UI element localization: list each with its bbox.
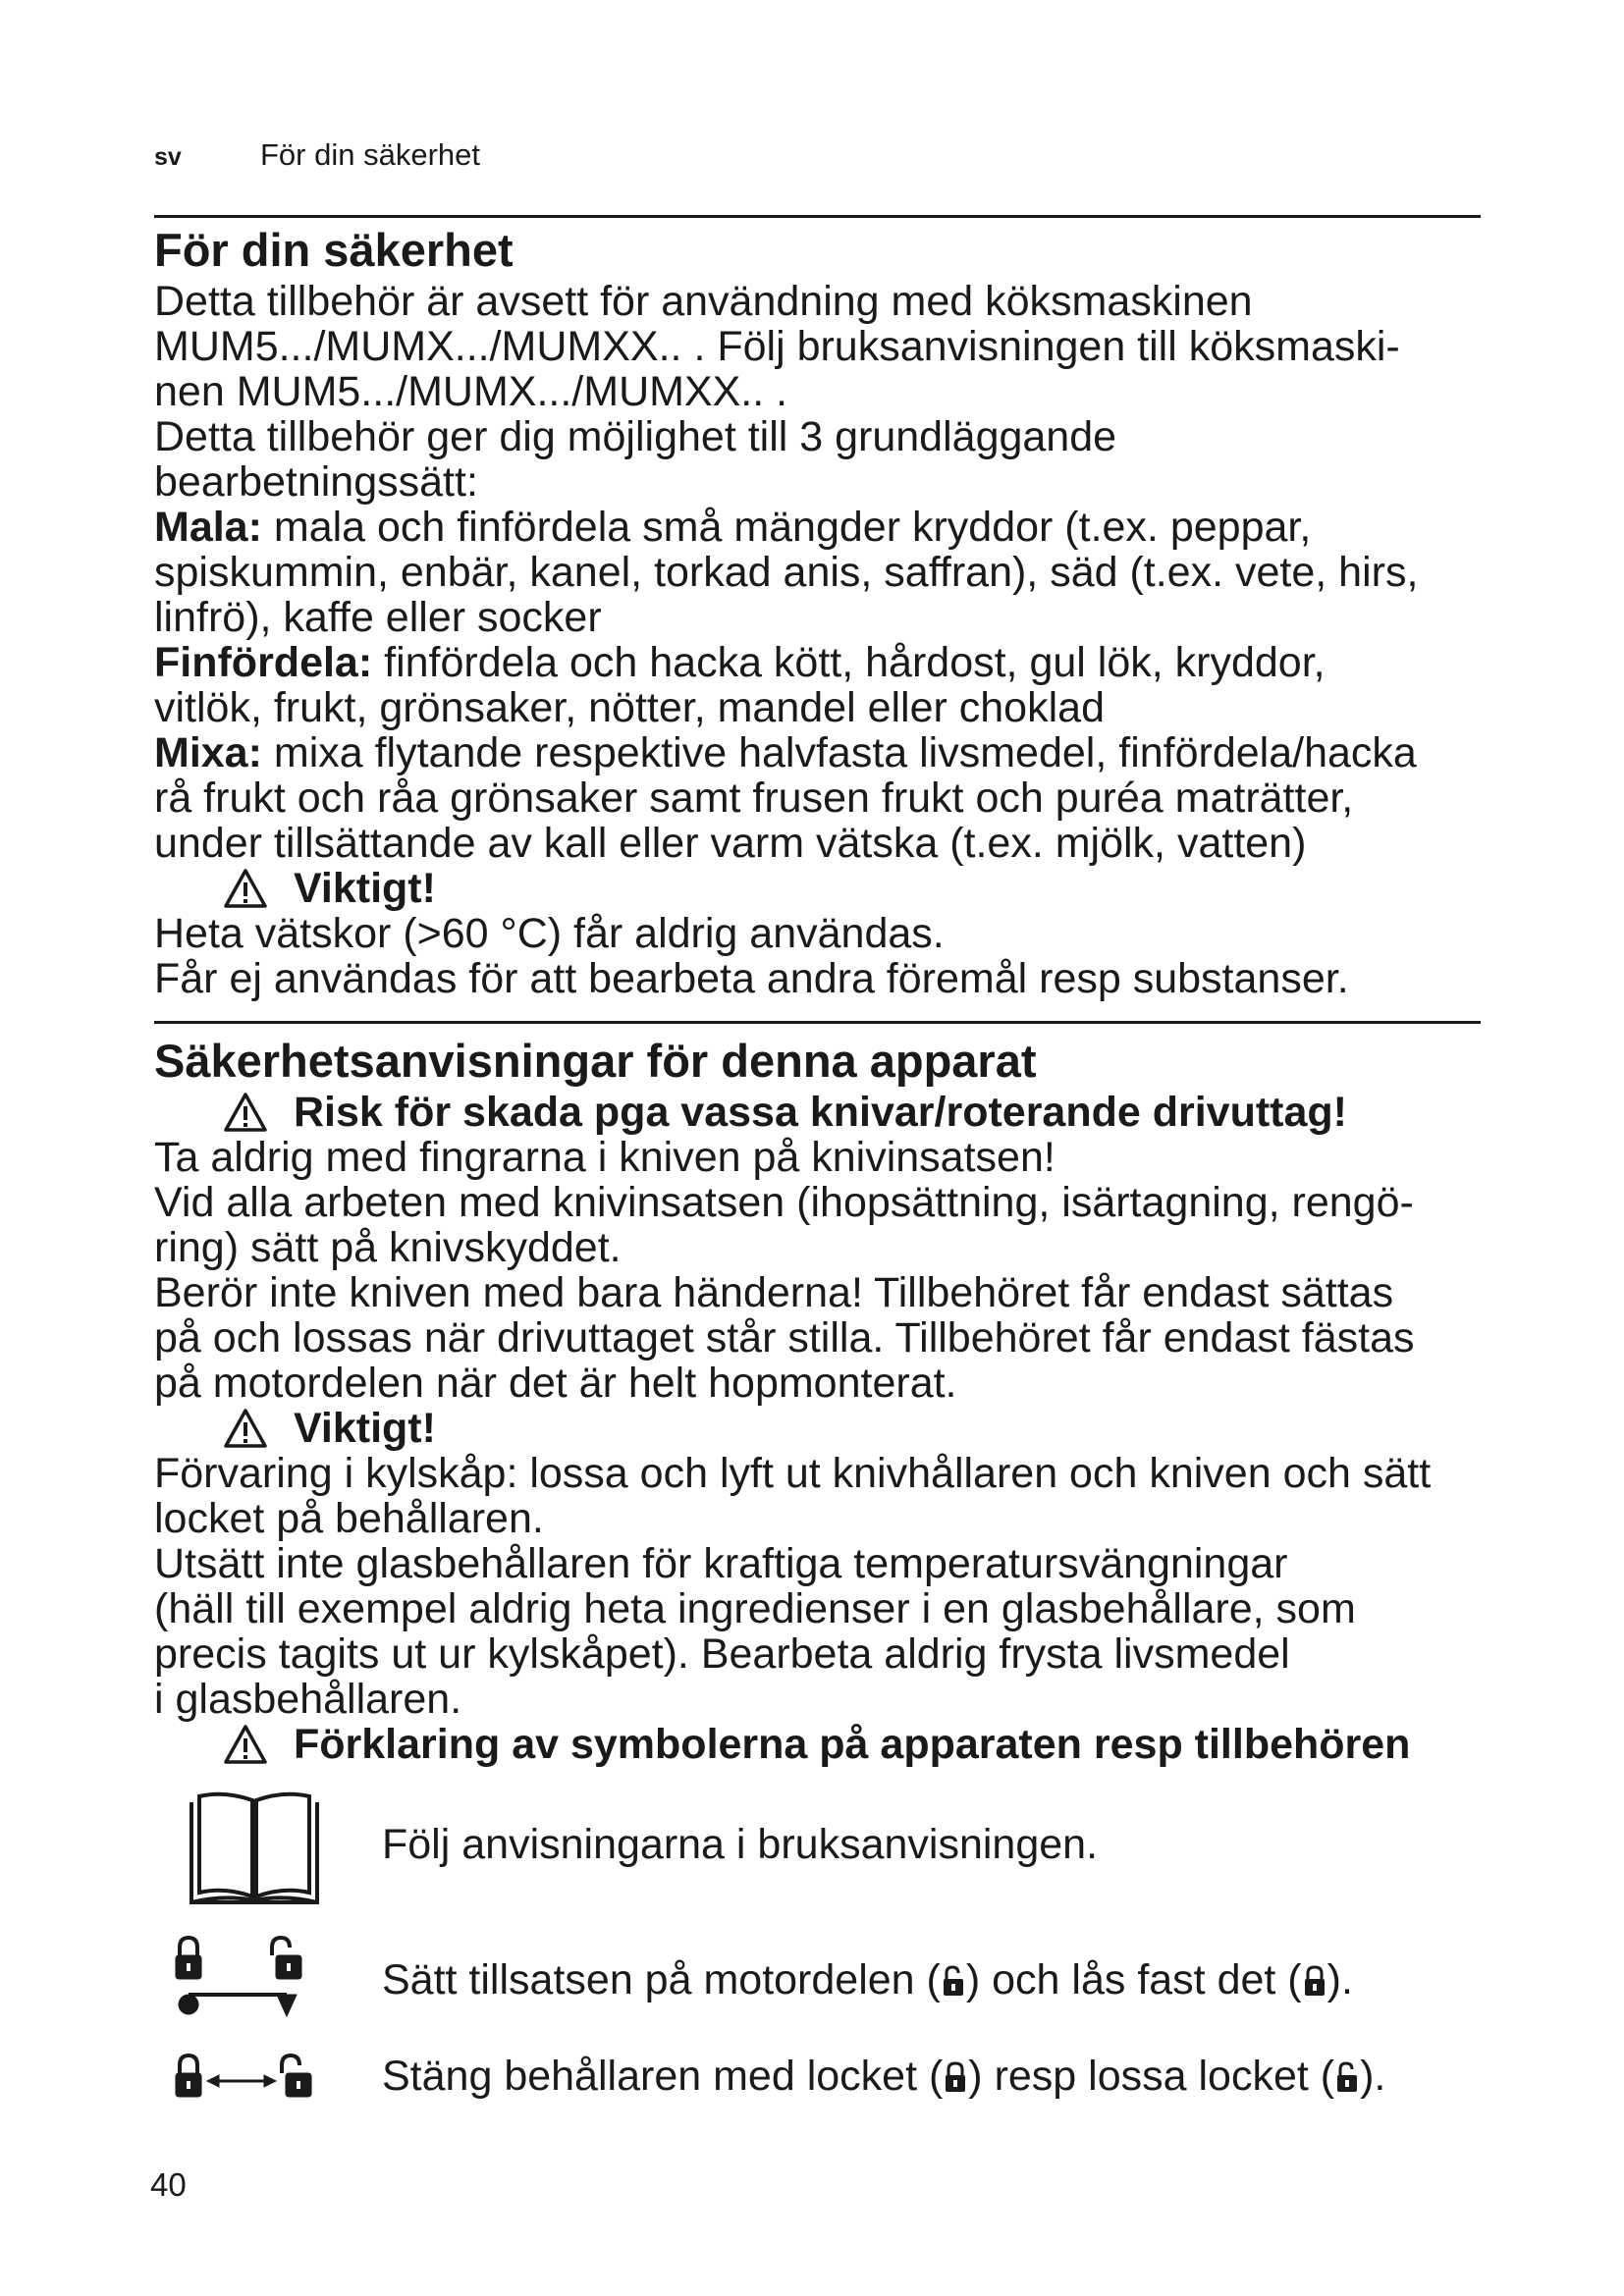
section-title: Säkerhetsanvisningar för denna apparat (154, 1035, 1037, 1087)
warning-label: Risk för skada pga vassa knivar/roterande drivuttag! (294, 1089, 1348, 1136)
text-line: mixa flytande respektive halvfasta livsmedel, finfördela/hacka (261, 729, 1417, 776)
book-icon (186, 1789, 323, 1906)
running-header (154, 137, 480, 177)
text-line: Detta tillbehör är avsett för användning med köksmaskinen (154, 278, 1253, 325)
warning-triangle-icon (223, 1092, 268, 1133)
text-line: MUM5.../MUMX.../MUMXX.. . Följ bruksanvisningen till köksmaski- (154, 323, 1400, 370)
text-line: spiskummin, enbär, kanel, torkad anis, saffran), säd (t.ex. vete, hirs, (154, 549, 1419, 596)
mode-grind (154, 505, 1489, 640)
lock-closed-icon (1302, 1964, 1327, 1998)
text-line: Utsätt inte glasbehållaren för kraftiga temperatursvängningar (154, 1540, 1288, 1587)
lock-open-icon (941, 1964, 966, 1998)
warning-risk (223, 1090, 1489, 1135)
text-line: under tillsättande av kall eller varm vätska (t.ex. mjölk, vatten) (154, 820, 1307, 867)
section-divider (154, 215, 1481, 218)
warning-important (223, 1406, 1489, 1451)
warning-triangle-icon (223, 1724, 268, 1765)
text-line: bearbetningssätt: (154, 458, 478, 506)
text-line: nen MUM5.../MUMX.../MUMXX.. . (154, 368, 788, 415)
warning-label: Viktigt! (294, 1405, 436, 1452)
text-line: Förvaring i kylskåp: lossa och lyft ut knivhållaren och kniven och sätt (154, 1450, 1432, 1497)
section-safety (154, 222, 1489, 1001)
symbol-description: Sätt tillsatsen på motordelen ( ) och lås fast det ( ). (382, 1956, 1353, 2003)
warning-label: Viktigt! (294, 865, 436, 912)
text-line: i glasbehållaren. (154, 1676, 462, 1723)
text-line: linfrö), kaffe eller socker (154, 594, 602, 641)
text-line: Berör inte kniven med bara händerna! Tillbehöret får endast sättas (154, 1269, 1394, 1316)
text-line: locket på behållaren. (154, 1495, 544, 1542)
mode-term: Finfördela: (154, 639, 373, 686)
text-line: Ta aldrig med fingrarna i kniven på knivinsatsen! (154, 1134, 1056, 1181)
warning-label: Förklaring av symbolerna på apparaten resp tillbehören (294, 1721, 1411, 1768)
text-line: Vid alla arbeten med knivinsatsen (ihopsättning, isärtagning, rengö- (154, 1179, 1414, 1226)
text-line: på och lossas när drivuttaget står stilla. Tillbehöret får endast fästas (154, 1314, 1415, 1362)
warning-triangle-icon (223, 1408, 268, 1449)
text-line: Heta vätskor (>60 °C) får aldrig användas. (154, 910, 945, 957)
text-line: Detta tillbehör ger dig möjlighet till 3 grundläggande (154, 413, 1117, 460)
mode-chop (154, 640, 1489, 730)
text-line: finfördela och hacka kött, hårdost, gul lök, kryddor, (372, 639, 1326, 686)
section-divider (154, 1021, 1481, 1024)
text-line: vitlök, frukt, grönsaker, nötter, mandel eller choklad (154, 684, 1105, 731)
symbol-description: Stäng behållaren med locket ( ) resp lossa locket ( ). (382, 2053, 1386, 2100)
section-safety-instructions (154, 1033, 1489, 1767)
section-title: För din säkerhet (154, 224, 514, 276)
lock-open-icon (1334, 2060, 1360, 2094)
mode-term: Mixa: (154, 729, 262, 776)
intro-paragraph (154, 279, 1489, 505)
text-line: ring) sätt på knivskyddet. (154, 1224, 622, 1271)
lock-closed-icon (943, 2060, 968, 2094)
text-line: precis tagits ut ur kylskåpet). Bearbeta aldrig frysta livsmedel (154, 1630, 1290, 1678)
warning-important (223, 866, 1489, 911)
text-line: (häll till exempel aldrig heta ingredienser i en glasbehållare, som (154, 1585, 1356, 1632)
mode-mix (154, 730, 1489, 866)
language-code: sv (154, 143, 182, 171)
text-line: på motordelen när det är helt hopmonterat. (154, 1360, 957, 1407)
text-line: Får ej användas för att bearbeta andra föremål resp substanser. (154, 955, 1349, 1002)
mode-term: Mala: (154, 504, 262, 551)
symbol-description: Följ anvisningarna i bruksanvisningen. (382, 1821, 1099, 1868)
attach-lock-icon (172, 1934, 319, 2022)
text-line: mala och finfördela små mängder kryddor (t.ex. peppar, (261, 504, 1312, 551)
warning-symbols (223, 1722, 1489, 1767)
text-line: rå frukt och råa grönsaker samt frusen frukt och puréa maträtter, (154, 774, 1354, 822)
running-header-title: För din säkerhet (260, 137, 480, 172)
warning-triangle-icon (223, 868, 268, 909)
page-number: 40 (150, 2166, 187, 2203)
lid-lock-toggle-icon (172, 2052, 319, 2101)
